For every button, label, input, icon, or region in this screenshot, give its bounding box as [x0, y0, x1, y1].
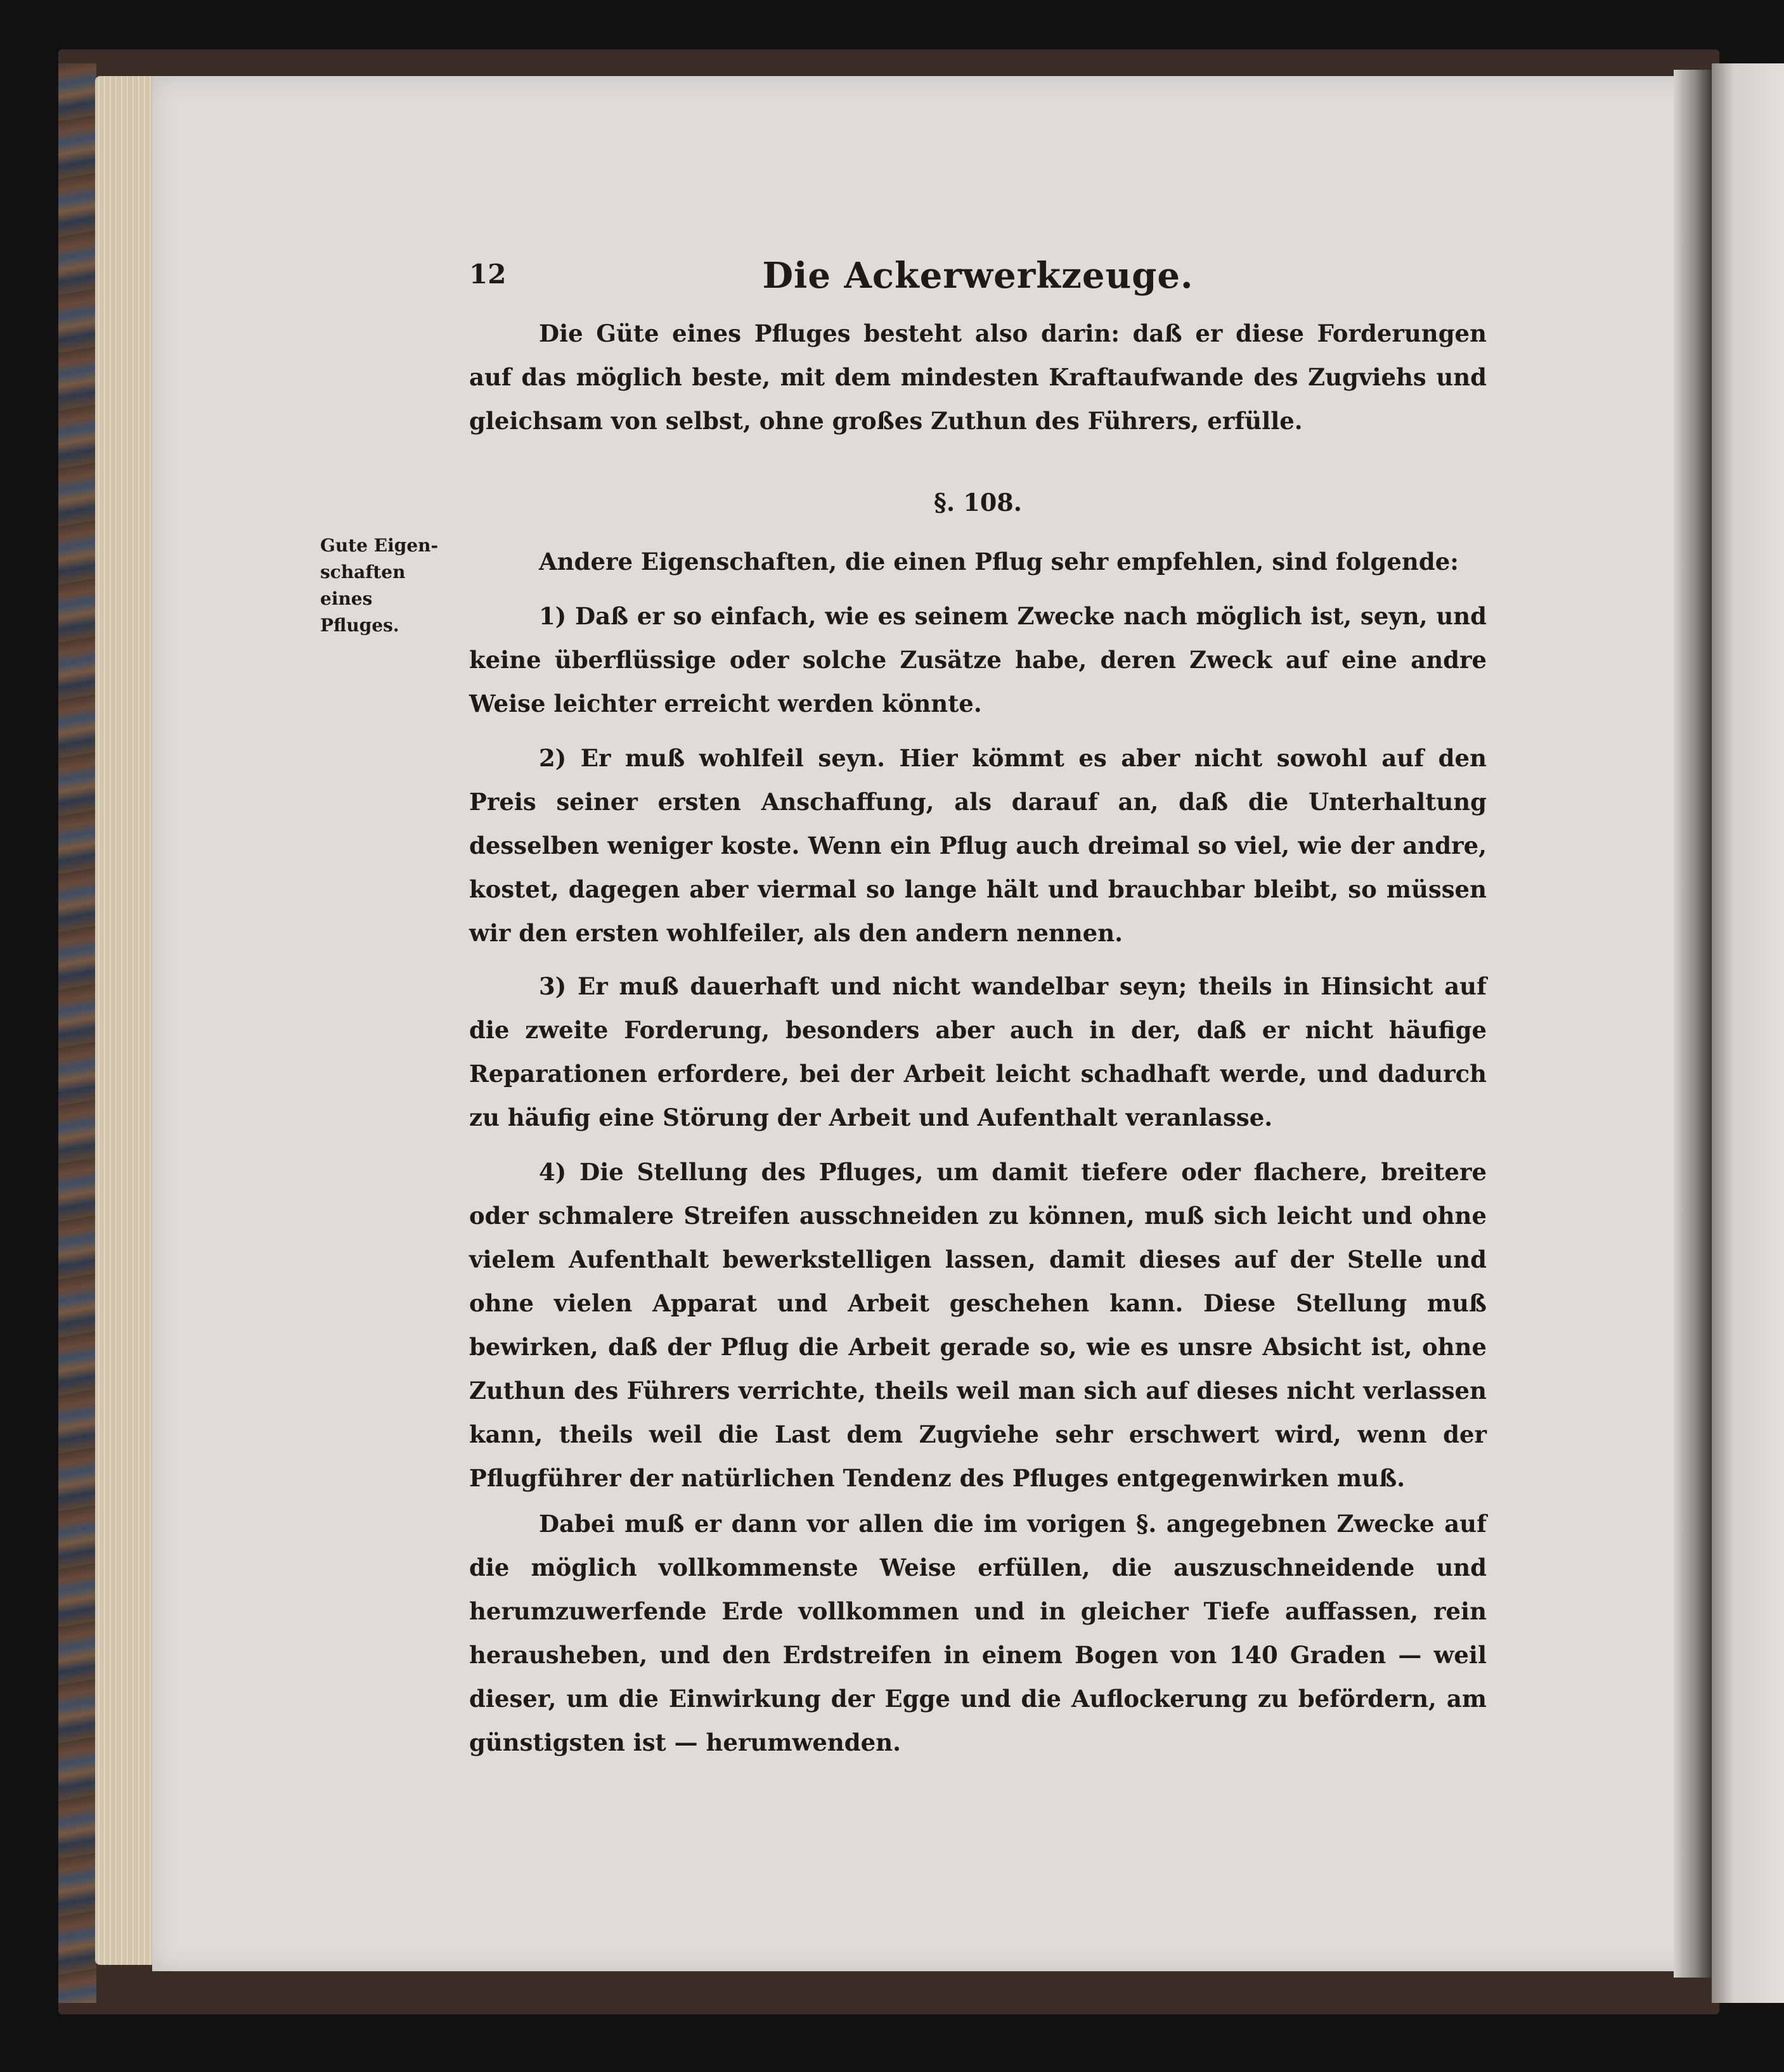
marbled-board — [58, 63, 96, 2003]
running-title: Die Ackerwerkzeuge. — [762, 255, 1194, 297]
marginal-note-line: Gute Eigen- — [320, 535, 439, 556]
page-fore-edge — [95, 76, 152, 1965]
list-item: 1) Daß er so einfach, wie es seinem Zwecke nach möglich ist, seyn, und keine überflüssige oder solche Zusätze habe, deren Zweck auf eine andre Weise leichter erreicht werden könnte. — [469, 602, 1487, 717]
book-gutter — [1674, 70, 1712, 1978]
section-mark: §. 108. — [934, 488, 1022, 517]
marginal-note-line: Pfluges. — [320, 615, 399, 636]
list-item: 2) Er muß wohlfeil seyn. Hier kömmt es aber nicht sowohl auf den Preis seiner ersten Anschaffung, als darauf an, daß die Unterhaltung desselben weniger koste. Wenn ein Pflug auch dreimal so viel, wie der andre, kostet, dagegen aber viermal so lange hält und brauchbar bleibt, so müssen wir den ersten wohlfeiler, als den andern nennen. — [469, 744, 1487, 947]
page-header — [469, 255, 1487, 297]
facing-page-edge — [1712, 63, 1784, 2003]
intro-paragraph: Die Güte eines Pfluges besteht also darin: daß er diese Forderungen auf das möglich beste, mit dem mindesten Kraftaufwande des Zugviehs und gleichsam von selbst, ohne großes Zuthun des Führers, erfülle. — [469, 319, 1487, 435]
list-item: 3) Er muß dauerhaft und nicht wandelbar seyn; theils in Hinsicht auf die zweite Forderung, besonders aber auch in der, daß er nicht häufige Reparationen erfordere, bei der Arbeit leicht schadhaft werde, und dadurch zu häufig eine Störung der Arbeit und Aufenthalt veranlasse. — [469, 972, 1487, 1131]
marginal-note-line: schaften eines — [320, 562, 406, 609]
list-item: 4) Die Stellung des Pfluges, um damit tiefere oder flachere, breitere oder schmalere Streifen ausschneiden zu können, muß sich leicht und ohne vielem Aufenthalt bewerkstelligen lassen, damit dieses auf der Stelle und ohne vielen Apparat und Arbeit geschehen kann. Diese Stellung muß bewirken, daß der Pflug die Arbeit gerade so, wie es unsre Absicht ist, ohne Zuthun des Führers verrichte, theils weil man sich auf dieses nicht verlassen kann, theils weil die Last dem Zugviehe sehr erschwert wird, wenn der Pflugführer der natürlichen Tendenz des Pfluges entgegenwirken muß. — [469, 1158, 1487, 1492]
section-lead: Andere Eigenschaften, die einen Pflug sehr empfehlen, sind folgende: — [539, 548, 1459, 576]
closing-paragraph: Dabei muß er dann vor allen die im vorigen §. angegebnen Zwecke auf die möglich vollkommenste Weise erfüllen, die auszuschneidende und herumzuwerfende Erde vollkommen und in gleicher Tiefe auffassen, rein herausheben, und den Erdstreifen in einem Bogen von 140 Graden — weil dieser, um die Einwirkung der Egge und die Auflockerung zu befördern, am günstigsten ist — herumwenden. — [469, 1510, 1487, 1756]
page-number: 12 — [469, 259, 507, 290]
marginal-note — [320, 532, 460, 639]
